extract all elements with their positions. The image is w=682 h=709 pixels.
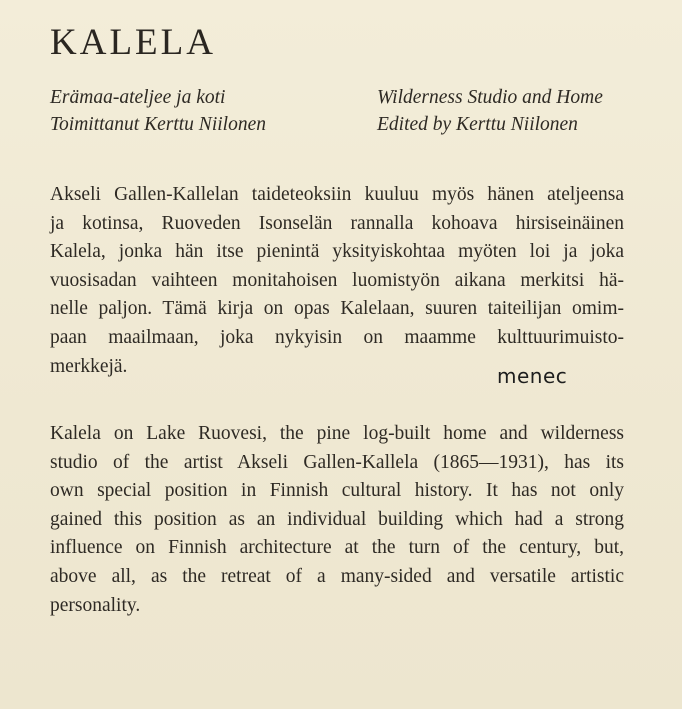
paragraph-english [50,420,624,620]
paragraph-english-line: Kalela on Lake Ruovesi, the pine log-built home and wilderness [50,423,624,444]
subtitle-english-line-1: Wilderness Studio and Home [377,87,603,108]
paragraph-finnish-line: merkkejä. [50,355,128,377]
subtitle-finnish-line-2: Toimittanut Kerttu Niilonen [50,114,266,135]
paragraph-finnish-line: vuosisadan vaihteen monitahoisen luomistyön aikana merkitsi hä- [50,269,624,291]
subtitle-finnish [50,84,266,138]
book-title: KALELA [50,22,216,63]
subtitle-finnish-line-1: Erämaa-ateljee ja koti [50,87,226,108]
subtitle-english-line-2: Edited by Kerttu Niilonen [377,114,578,135]
paragraph-finnish-line: paan maailmaan, joka nykyisin on maamme kulttuurimuisto- [50,326,624,348]
paragraph-english-line: above all, as the retreat of a many-sided and versatile artistic [50,565,624,587]
paragraph-english-line: influence on Finnish architecture at the turn of the century, but, [50,537,624,559]
paragraph-finnish-line: nelle paljon. Tämä kirja on opas Kalelaan, suuren taiteilijan omim- [50,298,624,320]
paragraph-finnish-line: Akseli Gallen-Kallelan taideteoksiin kuuluu myös hänen ateljeensa [50,184,624,205]
paragraph-finnish [50,181,624,381]
watermark-text: menec [497,364,568,388]
paragraph-english-line: personality. [50,594,141,616]
paragraph-english-line: studio of the artist Akseli Gallen-Kallela (1865—1931), has its [50,451,624,473]
subtitle-english [377,84,603,138]
paragraph-english-line: gained this position as an individual building which had a strong [50,508,624,530]
paragraph-finnish-line: ja kotinsa, Ruoveden Isonselän rannalla kohoava hirsiseinäinen [50,212,624,234]
paragraph-english-line: own special position in Finnish cultural history. It has not only [50,480,624,502]
paragraph-finnish-line: Kalela, jonka hän itse pienintä yksityiskohtaa myöten loi ja joka [50,241,624,263]
